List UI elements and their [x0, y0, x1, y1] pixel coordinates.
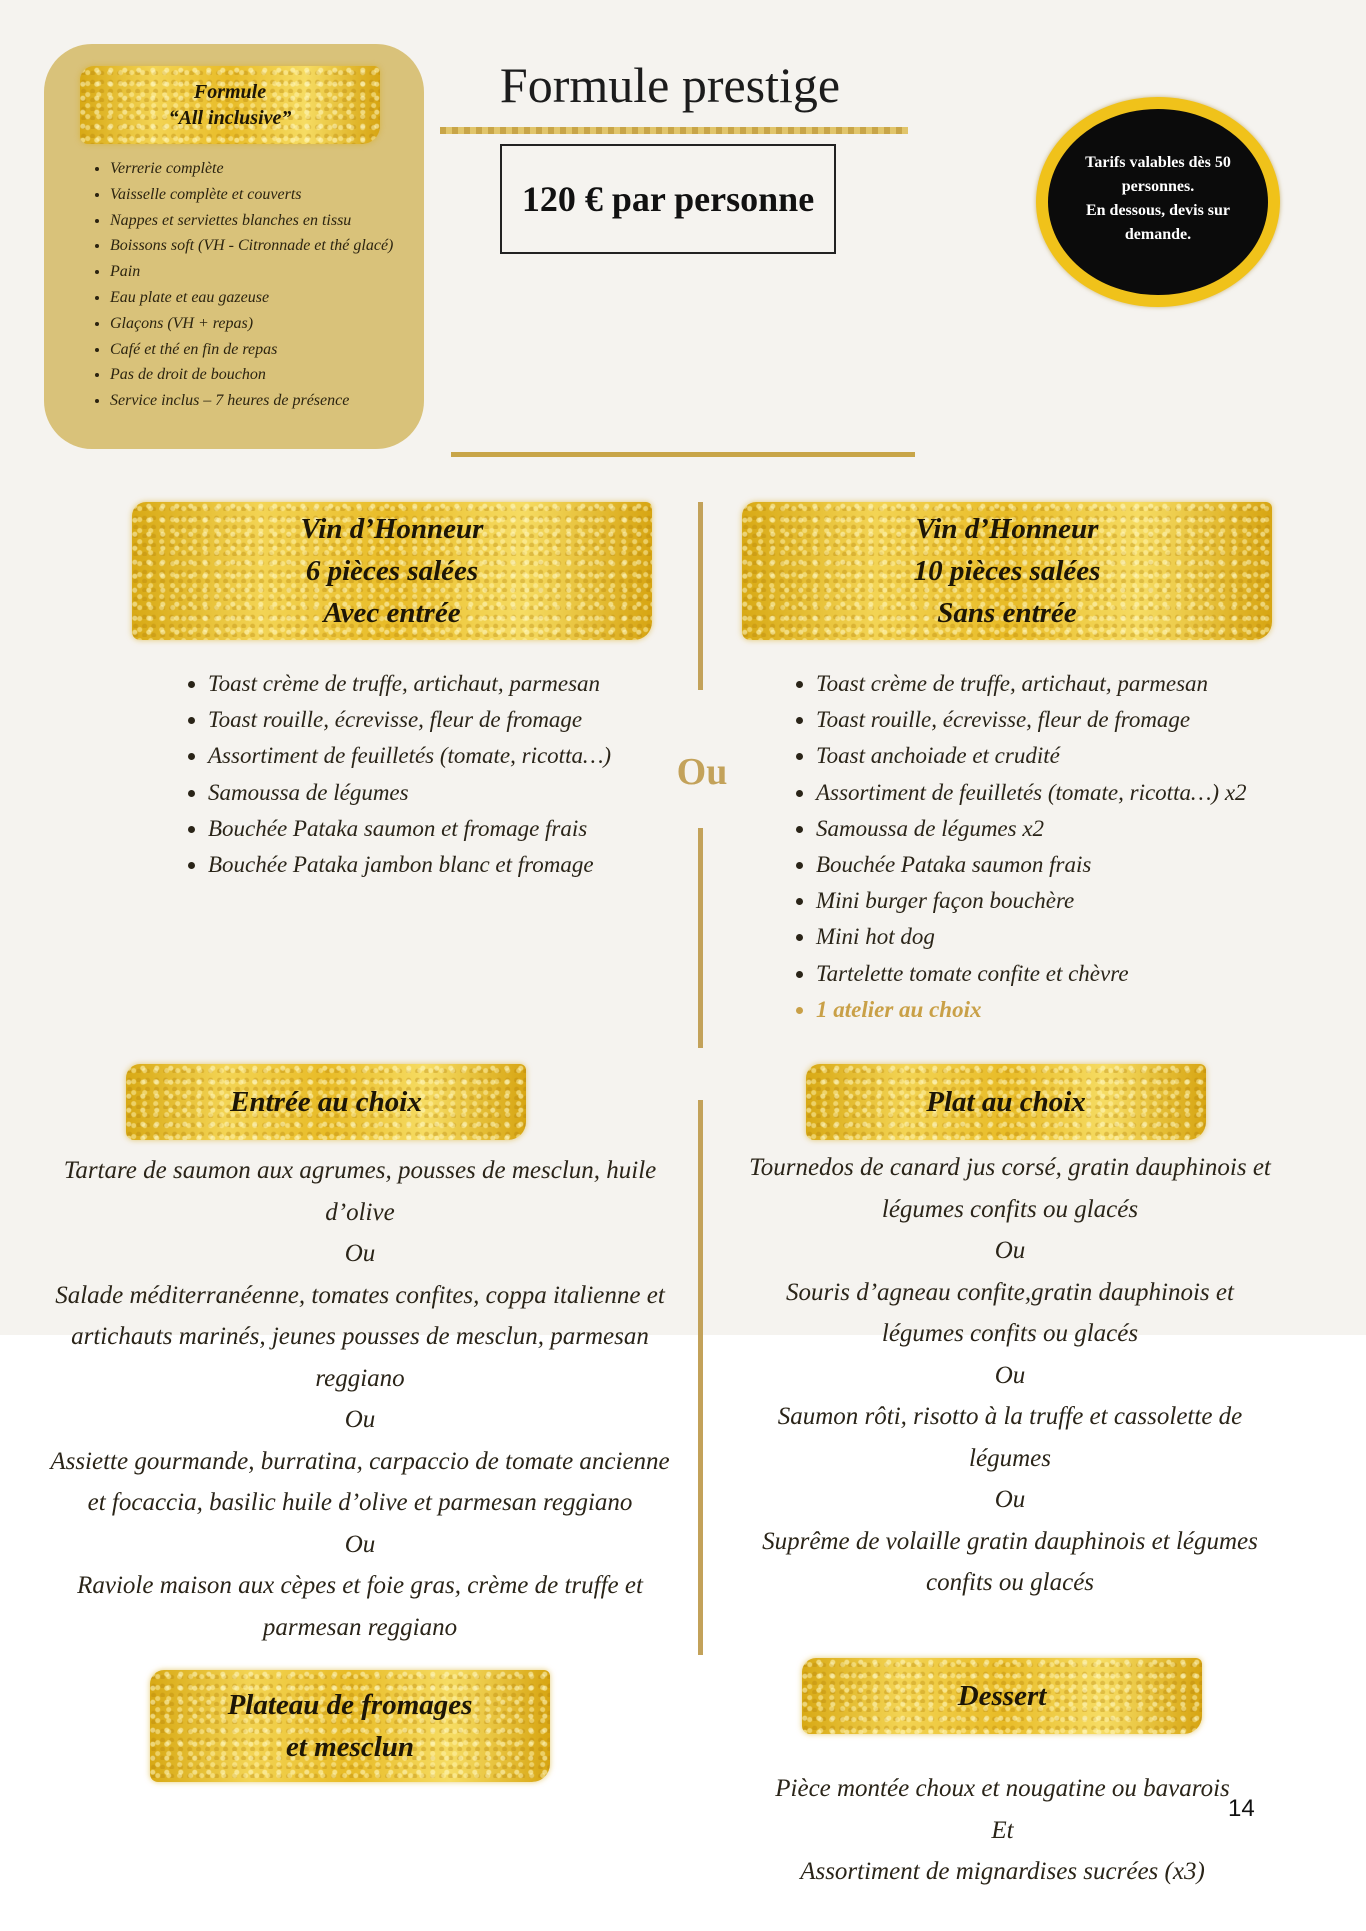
menu-item: • Toast crème de truffe, artichaut, parmesan: [208, 666, 688, 702]
dessert-options: [720, 1768, 1285, 1893]
menu-item: • Assortiment de feuilletés (tomate, ricotta…) x2: [816, 775, 1316, 811]
dessert-line: Pièce montée choux et nougatine ou bavarois: [775, 1775, 1230, 1802]
entree-options: [20, 1150, 700, 1648]
or-separator: Ou: [676, 751, 728, 793]
menu-item: • Toast anchoiade et crudité: [816, 738, 1316, 774]
entree-line: Raviole maison aux cèpes et foie gras, crème de truffe et: [77, 1572, 643, 1599]
plat-line: Ou: [994, 1237, 1026, 1264]
plat-line: Souris d’agneau confite,gratin dauphinois et: [786, 1278, 1234, 1306]
inclusive-item: • Nappes et serviettes blanches en tissu: [110, 208, 430, 234]
menu-item: • Bouchée Pataka saumon et fromage frais: [208, 811, 688, 847]
plat-line: confits ou glacés: [925, 1569, 1095, 1596]
pricing-badge-text: Tarifs valables dès 50 personnes. En dessous, devis sur demande.: [1048, 109, 1268, 295]
plat-line: légumes: [969, 1444, 1051, 1472]
entree-line: Ou: [344, 1406, 376, 1433]
vin-honneur-6-list: [180, 666, 688, 883]
inclusive-item: • Eau plate et eau gazeuse: [110, 285, 430, 311]
entree-line: Assiette gourmande, burratina, carpaccio de tomate ancienne: [50, 1447, 670, 1475]
page-title: Formule prestige: [499, 57, 841, 113]
entree-line: Ou: [344, 1240, 376, 1267]
menu-item: • Bouchée Pataka jambon blanc et fromage: [208, 847, 688, 883]
column-divider-top: [698, 502, 703, 690]
price-box: 120 € par personne: [500, 144, 836, 254]
fromage-heading: Plateau de fromages et mesclun: [150, 1670, 550, 1782]
all-inclusive-title: Formule “All inclusive”: [80, 66, 380, 144]
vin-honneur-10-list: [788, 666, 1316, 1028]
plat-heading: Plat au choix: [806, 1064, 1206, 1140]
vin-honneur-6-heading: Vin d’Honneur 6 pièces salées Avec entrée: [132, 502, 652, 640]
plat-line: Saumon rôti, risotto à la truffe et cassolette de: [777, 1403, 1243, 1430]
entree-line: Salade méditerranéenne, tomates confites, coppa italienne et: [55, 1281, 665, 1309]
inclusive-item: • Café et thé en fin de repas: [110, 337, 430, 363]
inclusive-item: • Verrerie complète: [110, 156, 430, 182]
inclusive-item: • Vaisselle complète et couverts: [110, 182, 430, 208]
plat-line: Suprême de volaille gratin dauphinois et légumes: [762, 1527, 1258, 1555]
dessert-line: Assortiment de mignardises sucrées (x3): [800, 1858, 1205, 1885]
menu-item: • Toast rouille, écrevisse, fleur de fromage: [208, 702, 688, 738]
entree-line: parmesan reggiano: [262, 1613, 458, 1641]
dessert-line: Et: [991, 1816, 1014, 1844]
menu-item: • Mini burger façon bouchère: [816, 883, 1316, 919]
inclusive-item: • Glaçons (VH + repas): [110, 311, 430, 337]
menu-item: • Tartelette tomate confite et chèvre: [816, 956, 1316, 992]
plat-line: Tournedos de canard jus corsé, gratin dauphinois et: [749, 1154, 1271, 1181]
plat-line: Ou: [994, 1361, 1026, 1389]
menu-item: • Toast rouille, écrevisse, fleur de fromage: [816, 702, 1316, 738]
entree-line: d’olive: [325, 1198, 395, 1226]
inclusive-item: • Boissons soft (VH - Citronnade et thé glacé): [110, 233, 430, 259]
dessert-heading: Dessert: [802, 1658, 1202, 1734]
title-divider: [440, 127, 908, 134]
section-divider: [451, 452, 915, 457]
menu-item: • Assortiment de feuilletés (tomate, ricotta…): [208, 738, 688, 774]
entree-line: reggiano: [315, 1364, 405, 1392]
page-number: 14: [1228, 1795, 1255, 1822]
plat-line: légumes confits ou glacés: [881, 1320, 1139, 1347]
entree-heading: Entrée au choix: [126, 1064, 526, 1140]
vin-honneur-10-heading: Vin d’Honneur 10 pièces salées Sans entrée: [742, 502, 1272, 640]
plat-line: Ou: [994, 1486, 1026, 1513]
entree-line: artichauts marinés, jeunes pousses de mesclun, parmesan: [71, 1323, 649, 1350]
entree-line: Tartare de saumon aux agrumes, pousses de mesclun, huile: [63, 1157, 657, 1184]
all-inclusive-card: [44, 44, 424, 449]
menu-item: • Samoussa de légumes x2: [816, 811, 1316, 847]
plat-line: légumes confits ou glacés: [881, 1195, 1139, 1223]
pricing-badge: [1036, 97, 1280, 307]
entree-line: Ou: [344, 1530, 376, 1558]
menu-item: • Samoussa de légumes: [208, 775, 688, 811]
inclusive-item: • Pain: [110, 259, 430, 285]
atelier-item: • 1 atelier au choix: [816, 992, 1316, 1028]
menu-item: • Toast crème de truffe, artichaut, parmesan: [816, 666, 1316, 702]
plat-options: [720, 1147, 1300, 1604]
inclusive-item: • Service inclus – 7 heures de présence: [110, 388, 430, 414]
inclusive-item: • Pas de droit de bouchon: [110, 362, 430, 388]
menu-item: • Mini hot dog: [816, 919, 1316, 955]
all-inclusive-list: [84, 156, 430, 414]
menu-item: • Bouchée Pataka saumon frais: [816, 847, 1316, 883]
entree-line: et focaccia, basilic huile d’olive et parmesan reggiano: [87, 1489, 633, 1516]
column-divider-mid: [698, 828, 703, 1048]
